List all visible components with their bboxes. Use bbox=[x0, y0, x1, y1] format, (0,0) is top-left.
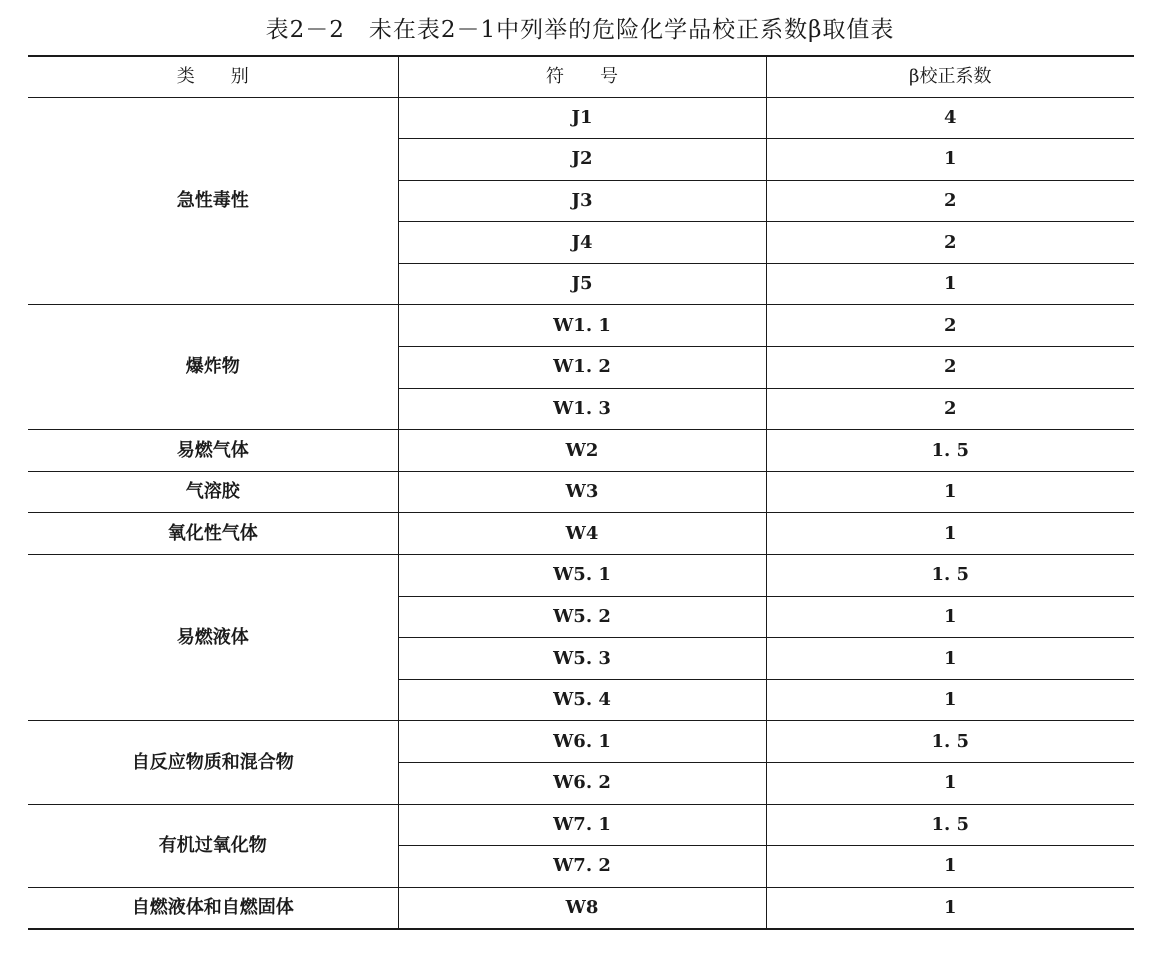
symbol-cell: J2 bbox=[398, 139, 766, 181]
coefficient-cell: 1. 5 bbox=[766, 804, 1134, 846]
coefficient-cell: 2 bbox=[766, 347, 1134, 389]
coefficient-cell: 1. 5 bbox=[766, 430, 1134, 472]
symbol-cell: W1. 2 bbox=[398, 347, 766, 389]
table-row bbox=[28, 471, 1134, 513]
coefficient-cell: 1 bbox=[766, 263, 1134, 305]
coefficient-cell: 2 bbox=[766, 305, 1134, 347]
symbol-cell: J1 bbox=[398, 97, 766, 139]
header-symbol: 符 号 bbox=[398, 56, 766, 97]
symbol-cell: W5. 4 bbox=[398, 679, 766, 721]
table-row bbox=[28, 804, 1134, 846]
beta-coefficient-table bbox=[28, 55, 1134, 930]
symbol-cell: W5. 3 bbox=[398, 638, 766, 680]
table-row bbox=[28, 721, 1134, 763]
category-cell: 氧化性气体 bbox=[28, 513, 398, 555]
category-cell: 自反应物质和混合物 bbox=[28, 721, 398, 804]
symbol-cell: W4 bbox=[398, 513, 766, 555]
category-cell: 气溶胶 bbox=[28, 471, 398, 513]
symbol-cell: W5. 2 bbox=[398, 596, 766, 638]
category-cell: 易燃液体 bbox=[28, 555, 398, 721]
symbol-cell: W6. 2 bbox=[398, 763, 766, 805]
header-category: 类 别 bbox=[28, 56, 398, 97]
table-row bbox=[28, 555, 1134, 597]
table-row bbox=[28, 305, 1134, 347]
coefficient-cell: 2 bbox=[766, 180, 1134, 222]
symbol-cell: W6. 1 bbox=[398, 721, 766, 763]
coefficient-cell: 1 bbox=[766, 139, 1134, 181]
symbol-cell: W3 bbox=[398, 471, 766, 513]
coefficient-cell: 4 bbox=[766, 97, 1134, 139]
symbol-cell: W8 bbox=[398, 887, 766, 929]
coefficient-cell: 1 bbox=[766, 846, 1134, 888]
symbol-cell: W7. 2 bbox=[398, 846, 766, 888]
coefficient-cell: 1. 5 bbox=[766, 555, 1134, 597]
coefficient-cell: 2 bbox=[766, 388, 1134, 430]
coefficient-cell: 1 bbox=[766, 513, 1134, 555]
coefficient-cell: 1 bbox=[766, 887, 1134, 929]
coefficient-cell: 1. 5 bbox=[766, 721, 1134, 763]
header-coefficient: β校正系数 bbox=[766, 56, 1134, 97]
category-cell: 易燃气体 bbox=[28, 430, 398, 472]
category-cell: 急性毒性 bbox=[28, 97, 398, 305]
table-caption: 表2－2 未在表2－1中列举的危险化学品校正系数β取值表 bbox=[265, 17, 895, 43]
symbol-cell: W2 bbox=[398, 430, 766, 472]
table-row bbox=[28, 513, 1134, 555]
coefficient-cell: 1 bbox=[766, 763, 1134, 805]
table-row bbox=[28, 97, 1134, 139]
symbol-cell: W5. 1 bbox=[398, 555, 766, 597]
symbol-cell: J4 bbox=[398, 222, 766, 264]
symbol-cell: W1. 1 bbox=[398, 305, 766, 347]
table-row bbox=[28, 887, 1134, 929]
coefficient-cell: 1 bbox=[766, 471, 1134, 513]
coefficient-cell: 2 bbox=[766, 222, 1134, 264]
category-cell: 有机过氧化物 bbox=[28, 804, 398, 887]
symbol-cell: W7. 1 bbox=[398, 804, 766, 846]
symbol-cell: J3 bbox=[398, 180, 766, 222]
coefficient-cell: 1 bbox=[766, 638, 1134, 680]
symbol-cell: W1. 3 bbox=[398, 388, 766, 430]
table-body bbox=[28, 97, 1134, 929]
coefficient-cell: 1 bbox=[766, 596, 1134, 638]
table-header-row bbox=[28, 56, 1134, 97]
category-cell: 爆炸物 bbox=[28, 305, 398, 430]
symbol-cell: J5 bbox=[398, 263, 766, 305]
table-row bbox=[28, 430, 1134, 472]
category-cell: 自燃液体和自燃固体 bbox=[28, 887, 398, 929]
coefficient-cell: 1 bbox=[766, 679, 1134, 721]
